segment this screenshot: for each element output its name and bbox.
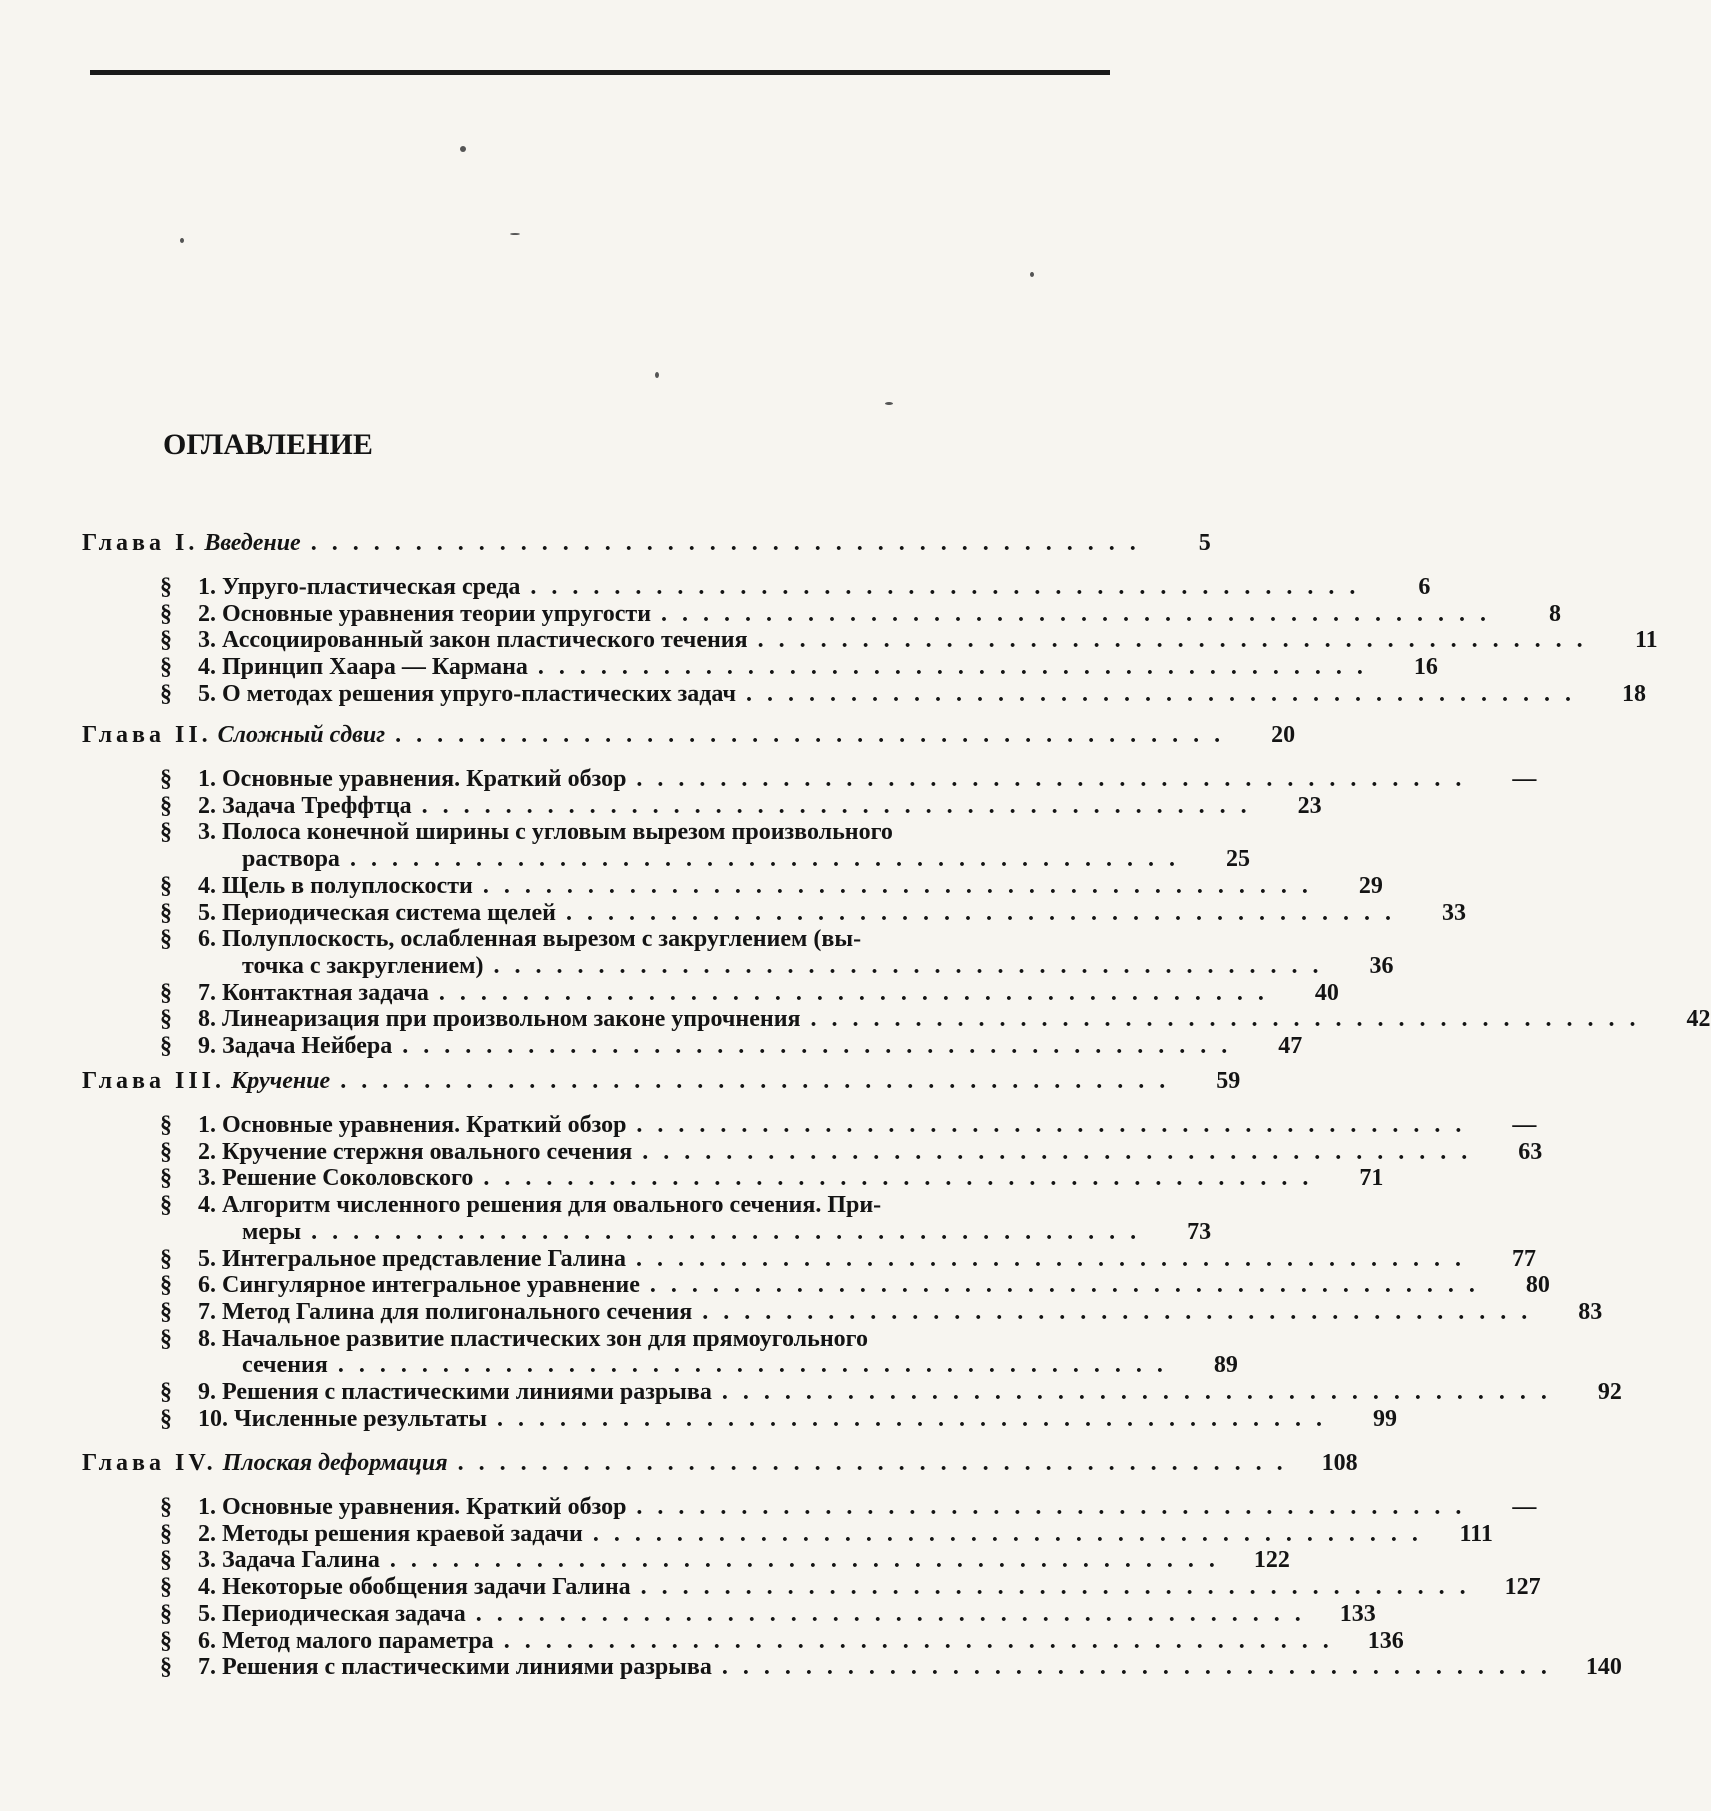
section-title: Контактная задача xyxy=(222,979,429,1006)
section-symbol: § xyxy=(160,1298,172,1325)
page-number: 5 xyxy=(1198,530,1211,556)
section-number: 6. xyxy=(198,1272,216,1299)
section-title: Решения с пластическими линиями разрыва xyxy=(222,1379,712,1405)
section-symbol: § xyxy=(160,1325,172,1352)
section-title: Линеаризация при произвольном законе упрочнения xyxy=(222,1006,801,1033)
chapter-row xyxy=(82,530,1211,556)
chapter-title: Сложный сдвиг xyxy=(217,722,386,748)
section-row xyxy=(160,952,1394,979)
page-number: 83 xyxy=(1578,1298,1603,1325)
page-number: 80 xyxy=(1525,1272,1550,1299)
section-symbol: § xyxy=(160,1494,172,1520)
dot-leader: ........................................ xyxy=(395,722,1236,748)
chapter-title: Введение xyxy=(204,530,301,556)
section-row xyxy=(160,1627,1404,1654)
section-symbol: § xyxy=(160,654,172,681)
dot-leader: ........................................ xyxy=(636,1112,1477,1138)
section-entry[interactable] xyxy=(160,627,1658,654)
dot-leader: ........................................ xyxy=(493,952,1334,979)
page-number: 20 xyxy=(1271,722,1296,748)
page-number: — xyxy=(1512,1112,1537,1138)
section-row xyxy=(160,979,1339,1006)
section-title: Кручение стержня овального сечения xyxy=(222,1138,633,1165)
section-entry-continued[interactable] xyxy=(160,846,1250,873)
section-title: Решение Соколовского xyxy=(222,1165,474,1192)
page-number: 42 xyxy=(1686,1006,1711,1033)
page-number: 127 xyxy=(1504,1574,1541,1601)
section-number: 1. xyxy=(198,1494,216,1520)
dot-leader: ........................................ xyxy=(721,1379,1562,1405)
section-symbol: § xyxy=(160,627,172,654)
section-symbol: § xyxy=(160,1112,172,1138)
dot-leader: ........................................ xyxy=(337,1352,1178,1379)
section-number: 7. xyxy=(198,1654,216,1681)
page-number: 11 xyxy=(1634,627,1658,654)
section-number: 4. xyxy=(198,1192,216,1219)
chapter-label: Глава II. xyxy=(82,722,212,748)
section-entry[interactable] xyxy=(160,1405,1398,1432)
dot-leader: ........................................ xyxy=(721,1654,1562,1681)
page-number: 6 xyxy=(1418,574,1431,600)
section-row xyxy=(160,1112,1537,1138)
section-entry[interactable] xyxy=(160,792,1322,819)
section-number: 6. xyxy=(198,926,216,953)
section-row xyxy=(160,1326,1108,1352)
section-number: 5. xyxy=(198,899,216,926)
dot-leader: ........................................ xyxy=(402,1033,1243,1059)
page-number: 140 xyxy=(1585,1654,1622,1681)
section-entry[interactable] xyxy=(160,1112,1537,1138)
dot-leader: ........................................ xyxy=(311,1218,1152,1245)
section-symbol: § xyxy=(160,1138,172,1165)
section-title-continued: раствора xyxy=(242,846,340,873)
section-row xyxy=(160,926,1108,952)
dot-leader: ........................................ xyxy=(530,574,1371,600)
section-number: 8. xyxy=(198,1325,216,1352)
section-number: 2. xyxy=(198,1520,216,1547)
section-number: 2. xyxy=(198,600,216,627)
section-title: Основные уравнения. Краткий обзор xyxy=(222,766,627,792)
section-entry[interactable] xyxy=(160,1654,1622,1681)
section-row xyxy=(160,1192,1108,1218)
section-entry[interactable] xyxy=(160,899,1466,926)
dot-leader: ........................................ xyxy=(497,1405,1338,1432)
section-title-continued: меры xyxy=(242,1218,302,1245)
section-symbol: § xyxy=(160,1520,172,1547)
section-number: 1. xyxy=(198,574,216,600)
page-number: 73 xyxy=(1187,1218,1212,1245)
page-title: ОГЛАВЛЕНИЕ xyxy=(163,428,373,461)
section-entry[interactable] xyxy=(160,1326,1108,1352)
section-title-continued: сечения xyxy=(242,1352,328,1379)
section-entry[interactable] xyxy=(160,1298,1603,1325)
section-entry[interactable] xyxy=(160,574,1431,600)
chapter-entry[interactable] xyxy=(82,1068,1241,1094)
page-number: 71 xyxy=(1359,1165,1384,1192)
section-number: 3. xyxy=(198,1165,216,1192)
page-number: 36 xyxy=(1369,952,1394,979)
section-symbol: § xyxy=(160,680,172,707)
section-entry[interactable] xyxy=(160,1006,1711,1033)
chapter-entry[interactable] xyxy=(82,530,1211,556)
page-number: 47 xyxy=(1278,1033,1303,1059)
section-number: 7. xyxy=(198,979,216,1006)
section-title: Решения с пластическими линиями разрыва xyxy=(222,1654,712,1681)
chapter-label: Глава III. xyxy=(82,1068,226,1094)
dot-leader: ........................................ xyxy=(340,1068,1181,1094)
section-number: 2. xyxy=(198,792,216,819)
dot-leader: ........................................ xyxy=(349,846,1190,873)
section-symbol: § xyxy=(160,574,172,600)
section-row xyxy=(160,1033,1303,1059)
section-number: 5. xyxy=(198,1245,216,1272)
section-entry[interactable] xyxy=(160,1520,1493,1547)
dot-leader: ........................................ xyxy=(592,1520,1433,1547)
dot-leader: ........................................ xyxy=(438,979,1279,1006)
section-title: Основные уравнения. Краткий обзор xyxy=(222,1112,627,1138)
section-entry[interactable] xyxy=(160,1494,1537,1520)
section-title: Периодическая задача xyxy=(222,1600,466,1627)
section-entry[interactable] xyxy=(160,1272,1550,1299)
page-number: 136 xyxy=(1367,1627,1404,1654)
section-symbol: § xyxy=(160,899,172,926)
section-row xyxy=(160,1547,1290,1574)
section-symbol: § xyxy=(160,600,172,627)
page-number: 23 xyxy=(1297,792,1322,819)
dot-leader: ........................................ xyxy=(310,530,1151,556)
chapter-row xyxy=(82,722,1296,748)
page-number: 40 xyxy=(1314,979,1339,1006)
section-symbol: § xyxy=(160,792,172,819)
section-entry[interactable] xyxy=(160,1600,1376,1627)
section-entry[interactable] xyxy=(160,600,1562,627)
dot-leader: ........................................ xyxy=(640,1574,1481,1601)
section-entry[interactable] xyxy=(160,1379,1622,1405)
section-number: 9. xyxy=(198,1379,216,1405)
section-title: Сингулярное интегральное уравнение xyxy=(222,1272,640,1299)
section-symbol: § xyxy=(160,979,172,1006)
section-symbol: § xyxy=(160,1033,172,1059)
dot-leader: ........................................ xyxy=(636,766,1477,792)
section-number: 2. xyxy=(198,1138,216,1165)
section-title: Начальное развитие пластических зон для прямоугольного xyxy=(222,1325,868,1352)
section-entry-continued[interactable] xyxy=(160,952,1394,979)
section-row xyxy=(160,1006,1711,1033)
page-number: 111 xyxy=(1459,1520,1493,1547)
page-number: 133 xyxy=(1339,1600,1376,1627)
chapter-label: Глава I. xyxy=(82,530,199,556)
section-number: 9. xyxy=(198,1033,216,1059)
section-title: Основные уравнения теории упругости xyxy=(222,600,652,627)
dot-leader: ........................................ xyxy=(565,899,1406,926)
section-number: 10. xyxy=(198,1405,228,1432)
section-row xyxy=(160,899,1466,926)
section-symbol: § xyxy=(160,1379,172,1405)
section-row xyxy=(160,766,1537,792)
section-entry[interactable] xyxy=(160,926,1108,952)
page-number: 99 xyxy=(1373,1405,1398,1432)
section-entry[interactable] xyxy=(160,1192,1108,1218)
page-number: 122 xyxy=(1253,1547,1290,1574)
section-number: 1. xyxy=(198,1112,216,1138)
page-number: 18 xyxy=(1622,680,1647,707)
section-title: Задача Треффтца xyxy=(222,792,412,819)
page-number: 108 xyxy=(1321,1450,1358,1476)
section-number: 4. xyxy=(198,872,216,899)
section-entry[interactable] xyxy=(160,654,1438,681)
section-row xyxy=(160,792,1322,819)
section-row xyxy=(160,1352,1238,1379)
section-entry[interactable] xyxy=(160,1627,1404,1654)
page-number: 89 xyxy=(1213,1352,1238,1379)
section-symbol: § xyxy=(160,1245,172,1272)
dot-leader: ........................................ xyxy=(475,1600,1316,1627)
page-number: 8 xyxy=(1549,600,1562,627)
dot-leader: ........................................ xyxy=(421,792,1262,819)
section-number: 5. xyxy=(198,680,216,707)
section-entry[interactable] xyxy=(160,872,1383,899)
section-title: Щель в полуплоскости xyxy=(222,872,473,899)
section-number: 5. xyxy=(198,1600,216,1627)
section-title: Интегральное представление Галина xyxy=(222,1245,626,1272)
page-number: 92 xyxy=(1597,1379,1622,1405)
dot-leader: ........................................ xyxy=(649,1272,1490,1299)
section-number: 4. xyxy=(198,654,216,681)
section-number: 3. xyxy=(198,627,216,654)
dot-leader: ........................................ xyxy=(457,1450,1298,1476)
section-row xyxy=(160,872,1383,899)
section-title: Полуплоскость, ослабленная вырезом с закруглением (вы- xyxy=(222,926,862,953)
section-title: Полоса конечной ширины с угловым вырезом произвольного xyxy=(222,819,893,846)
section-symbol: § xyxy=(160,766,172,792)
section-title: Метод Галина для полигонального сечения xyxy=(222,1298,693,1325)
section-title: Задача Нейбера xyxy=(222,1033,393,1059)
section-entry[interactable] xyxy=(160,1033,1303,1059)
chapter-title: Плоская деформация xyxy=(222,1450,448,1476)
dot-leader: ........................................ xyxy=(661,600,1502,627)
section-number: 1. xyxy=(198,766,216,792)
section-title: Упруго-пластическая среда xyxy=(222,574,521,600)
dot-leader: ........................................ xyxy=(389,1547,1230,1574)
section-row xyxy=(160,1218,1212,1245)
section-symbol: § xyxy=(160,1547,172,1574)
scan-speck xyxy=(885,402,893,405)
section-row xyxy=(160,1574,1541,1601)
page-number: 29 xyxy=(1358,872,1383,899)
section-entry[interactable] xyxy=(160,680,1647,707)
section-symbol: § xyxy=(160,926,172,953)
scan-speck xyxy=(510,233,520,235)
chapter-entry[interactable] xyxy=(82,722,1296,748)
dot-leader: ........................................ xyxy=(642,1138,1483,1165)
section-symbol: § xyxy=(160,1192,172,1219)
section-title-continued: точка с закруглением) xyxy=(242,952,484,979)
section-row xyxy=(160,1298,1603,1325)
section-entry[interactable] xyxy=(160,766,1537,792)
top-rule xyxy=(90,70,1110,75)
section-entry[interactable] xyxy=(160,979,1339,1006)
section-symbol: § xyxy=(160,1165,172,1192)
section-entry[interactable] xyxy=(160,1245,1536,1272)
section-row xyxy=(160,1245,1536,1272)
section-row xyxy=(160,1272,1550,1299)
section-title: Метод малого параметра xyxy=(222,1627,494,1654)
section-number: 8. xyxy=(198,1006,216,1033)
section-row xyxy=(160,1165,1384,1192)
scan-speck xyxy=(180,238,184,243)
section-row xyxy=(160,1494,1537,1520)
section-entry[interactable] xyxy=(160,1165,1384,1192)
section-symbol: § xyxy=(160,819,172,846)
page-number: 59 xyxy=(1216,1068,1241,1094)
section-entry[interactable] xyxy=(160,1547,1290,1574)
chapter-label: Глава IV. xyxy=(82,1450,217,1476)
section-symbol: § xyxy=(160,1006,172,1033)
section-number: 7. xyxy=(198,1298,216,1325)
section-row xyxy=(160,846,1250,873)
section-row xyxy=(160,627,1658,654)
section-row xyxy=(160,1520,1493,1547)
section-row xyxy=(160,1654,1622,1681)
section-symbol: § xyxy=(160,1654,172,1681)
section-entry[interactable] xyxy=(160,819,1108,845)
dot-leader: ........................................ xyxy=(810,1006,1651,1033)
section-symbol: § xyxy=(160,1405,172,1432)
section-row xyxy=(160,1379,1622,1405)
section-number: 3. xyxy=(198,819,216,846)
dot-leader: ........................................ xyxy=(636,1494,1477,1520)
section-row xyxy=(160,819,1108,845)
section-symbol: § xyxy=(160,1627,172,1654)
section-title: О методах решения упруго-пластических задач xyxy=(222,680,737,707)
page-number: — xyxy=(1512,766,1537,792)
section-entry[interactable] xyxy=(160,1574,1541,1601)
section-title: Ассоциированный закон пластического течения xyxy=(222,627,748,654)
section-symbol: § xyxy=(160,1600,172,1627)
section-title: Алгоритм численного решения для овального сечения. При- xyxy=(222,1192,882,1219)
page-number: 33 xyxy=(1441,899,1466,926)
section-title: Основные уравнения. Краткий обзор xyxy=(222,1494,627,1520)
dot-leader: ........................................ xyxy=(757,627,1598,654)
dot-leader: ........................................ xyxy=(483,1165,1324,1192)
page-number: 16 xyxy=(1413,654,1438,681)
section-row xyxy=(160,680,1647,707)
dot-leader: ........................................ xyxy=(702,1298,1543,1325)
section-entry-continued[interactable] xyxy=(160,1218,1212,1245)
section-row xyxy=(160,1600,1376,1627)
section-title: Численные результаты xyxy=(234,1405,488,1432)
section-symbol: § xyxy=(160,1272,172,1299)
section-title: Задача Галина xyxy=(222,1547,380,1574)
dot-leader: ........................................ xyxy=(746,680,1587,707)
section-row xyxy=(160,600,1562,627)
section-row xyxy=(160,574,1431,600)
section-row xyxy=(160,654,1438,681)
chapter-title: Кручение xyxy=(231,1068,331,1094)
page-number: 25 xyxy=(1225,846,1250,873)
section-title: Принцип Хаара — Кармана xyxy=(222,654,528,681)
page-number: 77 xyxy=(1511,1245,1536,1272)
section-number: 4. xyxy=(198,1574,216,1601)
dot-leader: ........................................ xyxy=(482,872,1323,899)
section-title: Методы решения краевой задачи xyxy=(222,1520,583,1547)
section-symbol: § xyxy=(160,872,172,899)
dot-leader: ........................................ xyxy=(635,1245,1476,1272)
dot-leader: ........................................ xyxy=(537,654,1378,681)
section-title: Некоторые обобщения задачи Галина xyxy=(222,1574,631,1601)
dot-leader: ........................................ xyxy=(503,1627,1344,1654)
section-number: 3. xyxy=(198,1547,216,1574)
chapter-row xyxy=(82,1068,1241,1094)
chapter-entry[interactable] xyxy=(82,1450,1358,1476)
scan-speck xyxy=(1030,272,1034,277)
section-symbol: § xyxy=(160,1574,172,1601)
section-number: 6. xyxy=(198,1627,216,1654)
section-row xyxy=(160,1138,1543,1165)
section-entry-continued[interactable] xyxy=(160,1352,1238,1379)
page-number: 63 xyxy=(1518,1138,1543,1165)
section-title: Периодическая система щелей xyxy=(222,899,556,926)
page-number: — xyxy=(1512,1494,1537,1520)
chapter-row xyxy=(82,1450,1358,1476)
scan-speck xyxy=(655,372,659,378)
section-row xyxy=(160,1405,1398,1432)
scan-speck xyxy=(460,146,466,152)
section-entry[interactable] xyxy=(160,1138,1543,1165)
